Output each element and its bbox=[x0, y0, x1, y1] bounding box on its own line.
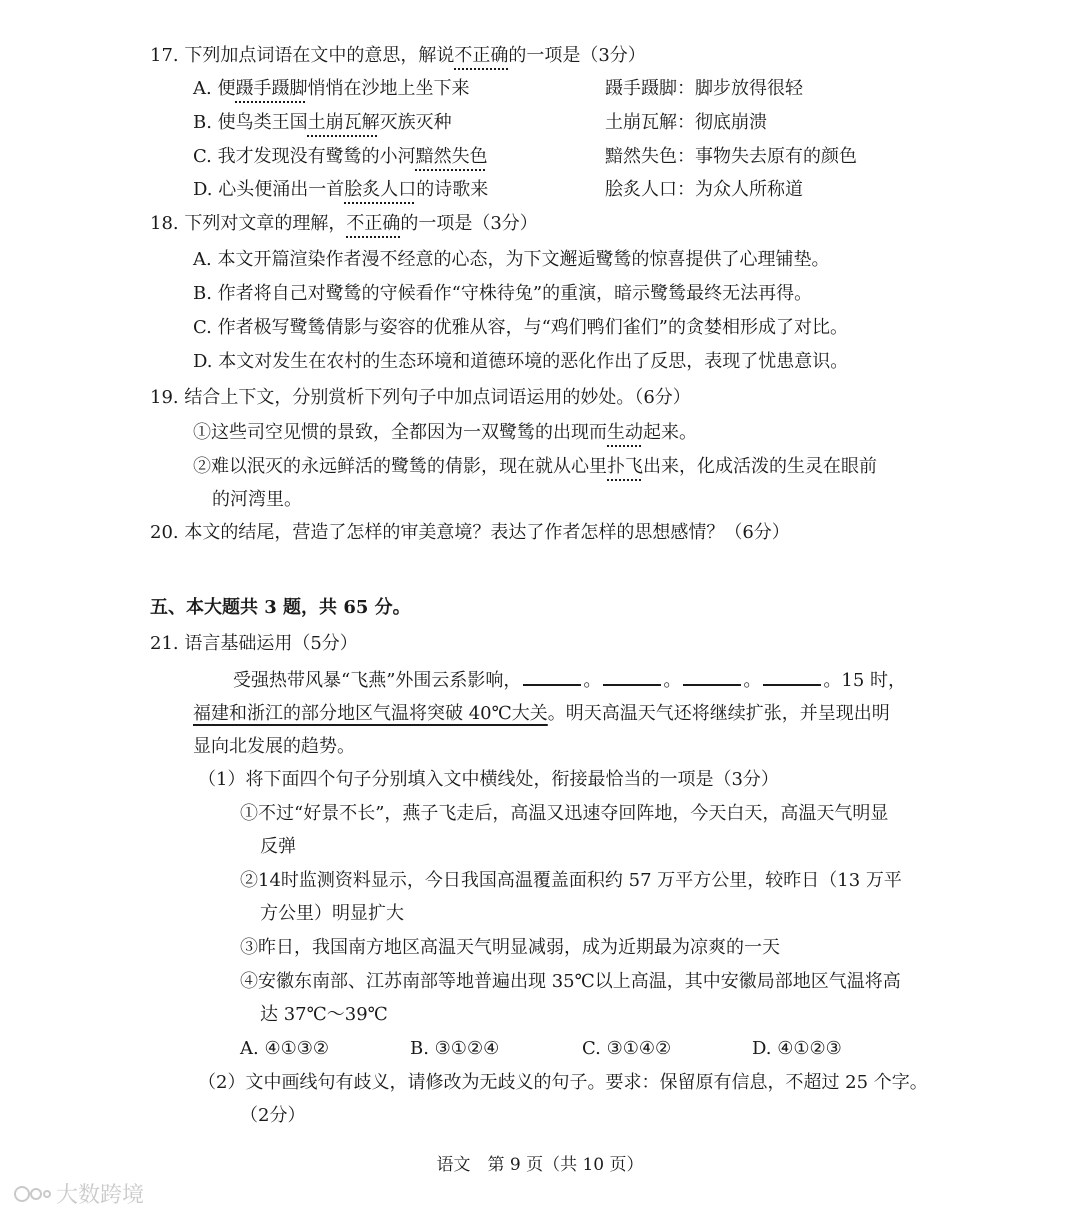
q18-option-a: A. 本文开篇渲染作者漫不经意的心态，为下文邂逅鹭鸶的惊喜提供了心理铺垫。 bbox=[193, 249, 830, 270]
q21-item-2-cont: 方公里）明显扩大 bbox=[260, 903, 404, 924]
q21-choice-b: B. ③①②④ bbox=[410, 1038, 500, 1059]
q17-gloss-b: 土崩瓦解：彻底崩溃 bbox=[605, 112, 767, 133]
blank-2[interactable] bbox=[603, 668, 661, 686]
q17-option-a: A. 便蹑手蹑脚悄悄在沙地上坐下来 bbox=[193, 78, 470, 99]
q18-option-b: B. 作者将自己对鹭鸶的守候看作“守株待兔”的重演，暗示鹭鸶最终无法再得。 bbox=[193, 283, 813, 304]
watermark bbox=[12, 1178, 144, 1209]
section-5-title: 五、本大题共 3 题，共 65 分。 bbox=[150, 597, 411, 618]
q21-stem: 21. 语言基础运用（5分） bbox=[150, 633, 358, 654]
blank-3[interactable] bbox=[683, 668, 741, 686]
q18-option-d: D. 本文对发生在农村的生态环境和道德环境的恶化作出了反思，表现了忧患意识。 bbox=[193, 351, 849, 372]
q19-sentence-2-cont: 的河湾里。 bbox=[212, 489, 302, 510]
page-footer: 语文 第 9 页（共 10 页） bbox=[436, 1155, 644, 1175]
q17-option-b: B. 使鸟类王国土崩瓦解灭族灭种 bbox=[193, 112, 452, 133]
q20-stem: 20. 本文的结尾，营造了怎样的审美意境？表达了作者怎样的思想感情？（6分） bbox=[150, 522, 790, 543]
q21-sub2-points: （2分） bbox=[240, 1105, 306, 1126]
q17-option-c: C. 我才发现没有鹭鸶的小河黯然失色 bbox=[193, 146, 488, 167]
q21-item-2: ②14时监测资料显示，今日我国高温覆盖面积约 57 万平方公里，较昨日（13 万平 bbox=[240, 870, 902, 891]
q21-passage-line-2: 福建和浙江的部分地区气温将突破 40℃大关。明天高温天气还将继续扩张，并呈现出明 bbox=[193, 703, 890, 724]
q19-sentence-2: ②难以泯灭的永远鲜活的鹭鸶的倩影，现在就从心里扑飞出来，化成活泼的生灵在眼前 bbox=[193, 456, 877, 477]
q17-option-d: D. 心头便涌出一首脍炙人口的诗歌来 bbox=[193, 179, 489, 200]
q19-stem: 19. 结合上下文，分别赏析下列句子中加点词语运用的妙处。（6分） bbox=[150, 387, 691, 408]
q17-gloss-c: 黯然失色：事物失去原有的颜色 bbox=[605, 146, 857, 167]
q21-choice-a: A. ④①③② bbox=[240, 1038, 329, 1059]
q17-stem: 17. 下列加点词语在文中的意思，解说不正确的一项是（3分） bbox=[150, 45, 646, 66]
q17-gloss-a: 蹑手蹑脚：脚步放得很轻 bbox=[605, 78, 803, 99]
q18-stem: 18. 下列对文章的理解，不正确的一项是（3分） bbox=[150, 213, 538, 234]
q18-option-c: C. 作者极写鹭鸶倩影与姿容的优雅从容，与“鸡们鸭们雀们”的贪婪相形成了对比。 bbox=[193, 317, 848, 338]
q21-sub1-stem: （1）将下面四个句子分别填入文中横线处，衔接最恰当的一项是（3分） bbox=[198, 769, 779, 790]
q21-item-1-cont: 反弹 bbox=[260, 836, 296, 857]
watermark-text: 大数跨境 bbox=[56, 1183, 145, 1208]
q21-choice-c: C. ③①④② bbox=[582, 1038, 672, 1059]
q17-gloss-d: 脍炙人口：为众人所称道 bbox=[605, 179, 803, 200]
q21-passage-line-1: 受强热带风暴“飞燕”外围云系影响， 。 。 。 。15 时， bbox=[233, 670, 907, 691]
q21-passage-line-3: 显向北发展的趋势。 bbox=[193, 736, 355, 757]
q21-item-4-cont: 达 37℃～39℃ bbox=[260, 1004, 388, 1025]
watermark-logo-icon bbox=[12, 1183, 52, 1205]
blank-1[interactable] bbox=[523, 668, 581, 686]
blank-4[interactable] bbox=[763, 668, 821, 686]
q21-item-3: ③昨日，我国南方地区高温天气明显减弱，成为近期最为凉爽的一天 bbox=[240, 937, 780, 958]
q21-sub2-stem: （2）文中画线句有歧义，请修改为无歧义的句子。要求：保留原有信息，不超过 25 个字。 bbox=[198, 1072, 928, 1093]
ambiguous-sentence: 福建和浙江的部分地区气温将突破 40℃大关 bbox=[193, 703, 548, 724]
q19-sentence-1: ①这些司空见惯的景致，全都因为一双鹭鸶的出现而生动起来。 bbox=[193, 422, 697, 443]
q21-item-1: ①不过“好景不长”，燕子飞走后，高温又迅速夺回阵地，今天白天，高温天气明显 bbox=[240, 803, 889, 824]
q21-item-4: ④安徽东南部、江苏南部等地普遍出现 35℃以上高温，其中安徽局部地区气温将高 bbox=[240, 971, 901, 992]
q21-choice-d: D. ④①②③ bbox=[752, 1038, 842, 1059]
